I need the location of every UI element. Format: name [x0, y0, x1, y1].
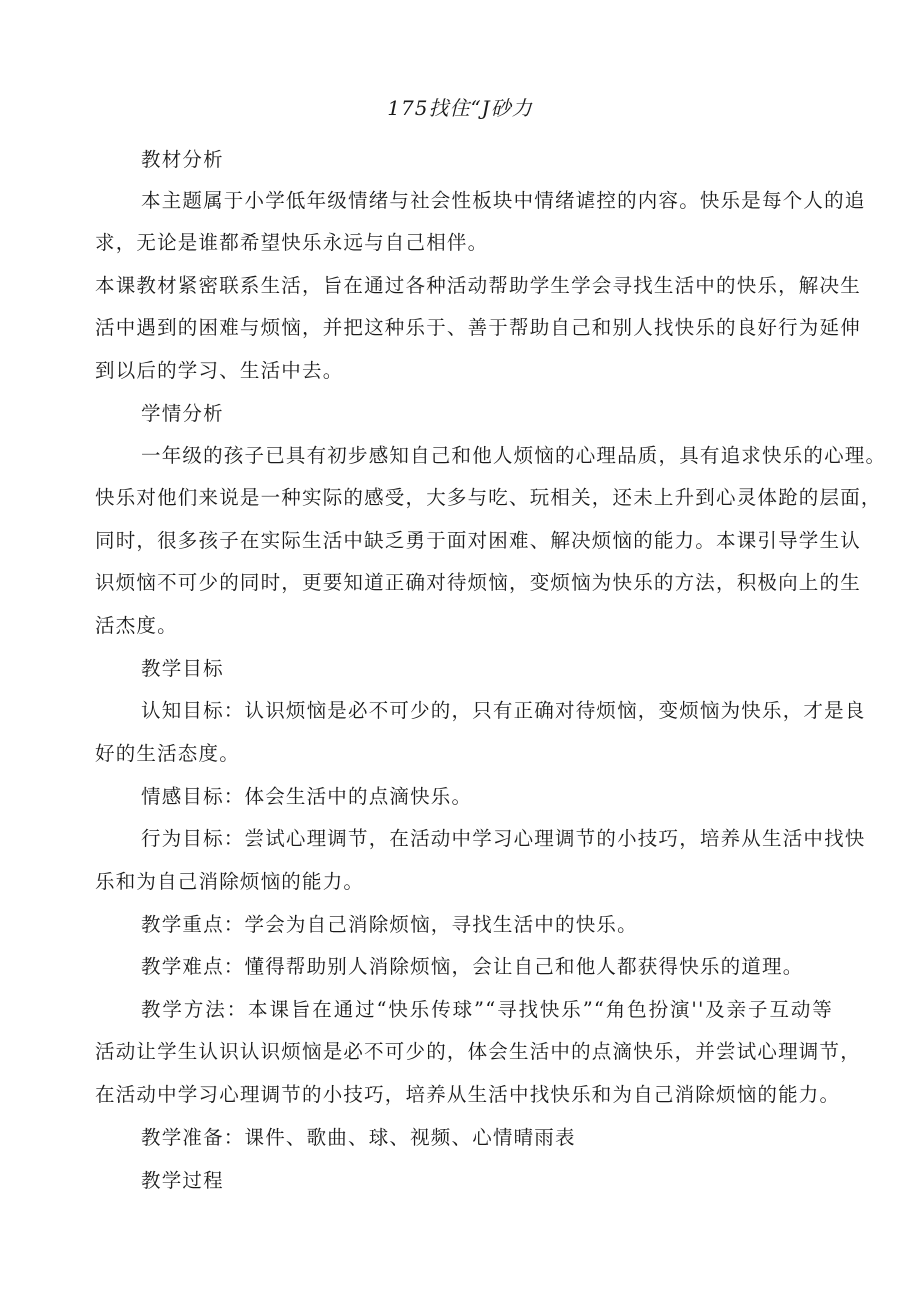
material-paragraph-2-line-3: 到以后的学习、生活中去。 — [95, 359, 344, 382]
material-paragraph-2-line-2: 活中遇到的困难与烦恼，并把这种乐于、善于帮助自己和别人找快乐的良好行为延伸 — [95, 316, 861, 339]
page-title: 175找住“J砂力 — [387, 96, 533, 120]
goal-cognitive-line-2: 好的生活态度。 — [95, 742, 240, 765]
learner-line-4: 识烦恼不可少的同时，更要知道正确对待烦恼，变烦恼为快乐的方法，积极向上的生 — [95, 571, 861, 594]
material-paragraph-2-line-1: 本课教材紧密联系生活，旨在通过各种活动帮助学生学会寻找生活中的快乐，解决生 — [95, 274, 861, 297]
learner-line-1: 一年级的孩子已具有初步感知自己和他人烦恼的心理品质，具有追求快乐的心理。 — [141, 444, 887, 467]
method-line-3: 在活动中学习心理调节的小技巧，培养从生活中找快乐和为自己消除烦恼的能力。 — [95, 1083, 841, 1106]
learner-heading: 学情分析 — [141, 402, 224, 425]
material-paragraph-1-line-1: 本主题属于小学低年级情绪与社会性板块中情绪谑控的内容。快乐是每个人的追 — [141, 189, 866, 212]
difficulty: 教学难点：懂得帮助别人消除烦恼，会让自己和他人都获得快乐的道理。 — [141, 955, 804, 978]
goals-heading: 教学目标 — [141, 657, 224, 680]
material-heading: 教材分析 — [141, 148, 224, 171]
teaching-preparation: 教学准备：课件、歌曲、球、视频、心情晴雨表 — [141, 1126, 576, 1149]
learner-line-3: 同时，很多孩子在实际生活中缺乏勇于面对困难、解决烦恼的能力。本课引导学生认 — [95, 529, 861, 552]
process-heading: 教学过程 — [141, 1169, 224, 1192]
learner-line-5: 活杰度。 — [95, 614, 178, 637]
goal-behavioral-line-2: 乐和为自己消除烦恼的能力。 — [95, 870, 365, 893]
goal-emotional: 情感目标：体会生活中的点滴快乐。 — [141, 785, 473, 808]
goal-cognitive-line-1: 认知目标：认识烦恼是必不可少的，只有正确对待烦恼，变烦恼为快乐，才是良 — [141, 699, 866, 722]
material-paragraph-1-line-2: 求，无论是谁都希望快乐永远与自己相伴。 — [95, 231, 489, 254]
learner-line-2: 快乐对他们来说是一种实际的感受，大多与吃、玩相关，还未上升到心灵体跄的层面， — [95, 486, 882, 509]
method-line-2: 活动让学生认识认识烦恼是必不可少的，体会生活中的点滴快乐，并尝试心理调节， — [95, 1040, 861, 1063]
key-point: 教学重点：学会为自己消除烦恼，寻找生活中的快乐。 — [141, 913, 638, 936]
goal-behavioral-line-1: 行为目标：尝试心理调节，在活动中学习心理调节的小技巧，培养从生活中找快 — [141, 827, 866, 850]
method-line-1: 教学方法：本课旨在通过“快乐传球”“寻找快乐”“角色扮演''及亲子互动等 — [141, 998, 833, 1021]
